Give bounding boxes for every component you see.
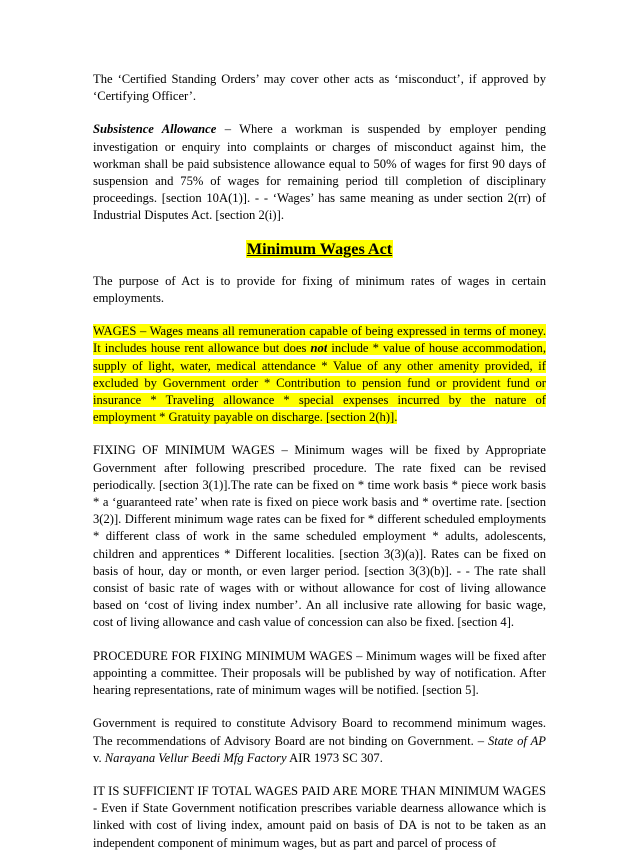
document-page bbox=[93, 71, 546, 868]
subsistence-allowance-text: – Where a workman is suspended by employer pending investigation or enquiry into complaints or charges of misconduct against him, the workman shall be paid subsistence allowance equal to 50% of wages for first 90 days of suspension and 75% of wages for remaining period till completion of disciplinary proceedings. [section 10A(1)]. - - ‘Wages’ has same meaning as under section 2(rr) of Industrial Disputes Act. [section 2(i)]. bbox=[93, 122, 546, 223]
advisory-board-text: Government is required to constitute Advisory Board to recommend minimum wages. The recommendations of Advisory Board are not binding on Government. – bbox=[93, 716, 546, 748]
term-subsistence-allowance: Subsistence Allowance bbox=[93, 122, 217, 137]
paragraph-purpose: The purpose of Act is to provide for fixing of minimum rates of wages in certain employments. bbox=[93, 273, 546, 306]
case-versus: v. bbox=[93, 750, 105, 765]
section-title-wrap bbox=[93, 241, 546, 259]
wages-definition-part1: WAGES – Wages means all remuneration capable of being expressed in terms of money. It includes house rent allowance but does bbox=[93, 324, 546, 356]
wages-definition-part2: include * value of house accommodation, supply of light, water, medical attendance * Value of any other amenity provided, if excluded by Government order * Contribution to pension fund or provident fund or insurance * Traveling allowance * special expenses incurred by the nature of employment * Gratuity payable on discharge. [section 2(h)]. bbox=[93, 341, 546, 425]
case-citation: AIR 1973 SC 307. bbox=[286, 750, 383, 765]
paragraph-standing-orders: The ‘Certified Standing Orders’ may cover other acts as ‘misconduct’, if approved by ‘Certifying Officer’. bbox=[93, 72, 546, 104]
paragraph-advisory-board bbox=[93, 715, 546, 767]
paragraph-procedure: PROCEDURE FOR FIXING MINIMUM WAGES – Minimum wages will be fixed after appointing a committee. Their proposals will be published by way of notification. After hearing representations, rate of minimum wages will be notified. [section 5]. bbox=[93, 648, 546, 698]
section-title: Minimum Wages Act bbox=[246, 239, 393, 258]
paragraph-total-wages: IT IS SUFFICIENT IF TOTAL WAGES PAID ARE MORE THAN MINIMUM WAGES - Even if State Government notification prescribes variable dearness allowance which is linked with cost of living index, amount paid on basis of DA is not to be taken as an independent component of minimum wages, but as part and parcel of process of bbox=[93, 783, 546, 850]
paragraph-wages-definition bbox=[93, 323, 546, 426]
case-name-2: Narayana Vellur Beedi Mfg Factory bbox=[104, 750, 287, 765]
case-name-1: State of AP bbox=[487, 733, 546, 748]
wages-definition-not: not bbox=[310, 341, 328, 356]
paragraph-subsistence-allowance bbox=[93, 121, 546, 224]
paragraph-fixing-minimum-wages: FIXING OF MINIMUM WAGES – Minimum wages will be fixed by Appropriate Government after following prescribed procedure. The rate fixed can be revised periodically. [section 3(1)].The rate can be fixed on * time work basis * piece work basis * a ‘guaranteed rate’ when rate is fixed on piece work basis and * overtime rate. [section 3(2)]. Different minimum wage rates can be fixed for * different scheduled employments * different class of work in the same scheduled employment * adults, adolescents, children and apprentices * Different localities. [section 3(3)(a)]. Rates can be fixed on basis of hour, day or month, or even larger period. [section 3(3)(b)]. - - The rate shall consist of basic rate of wages with or without allowance for cost of living allowance based on ‘cost of living index number’. An all inclusive rate allowing for basic wage, cost of living allowance and cash value of concession can also be fixed. [section 4]. bbox=[93, 443, 546, 630]
